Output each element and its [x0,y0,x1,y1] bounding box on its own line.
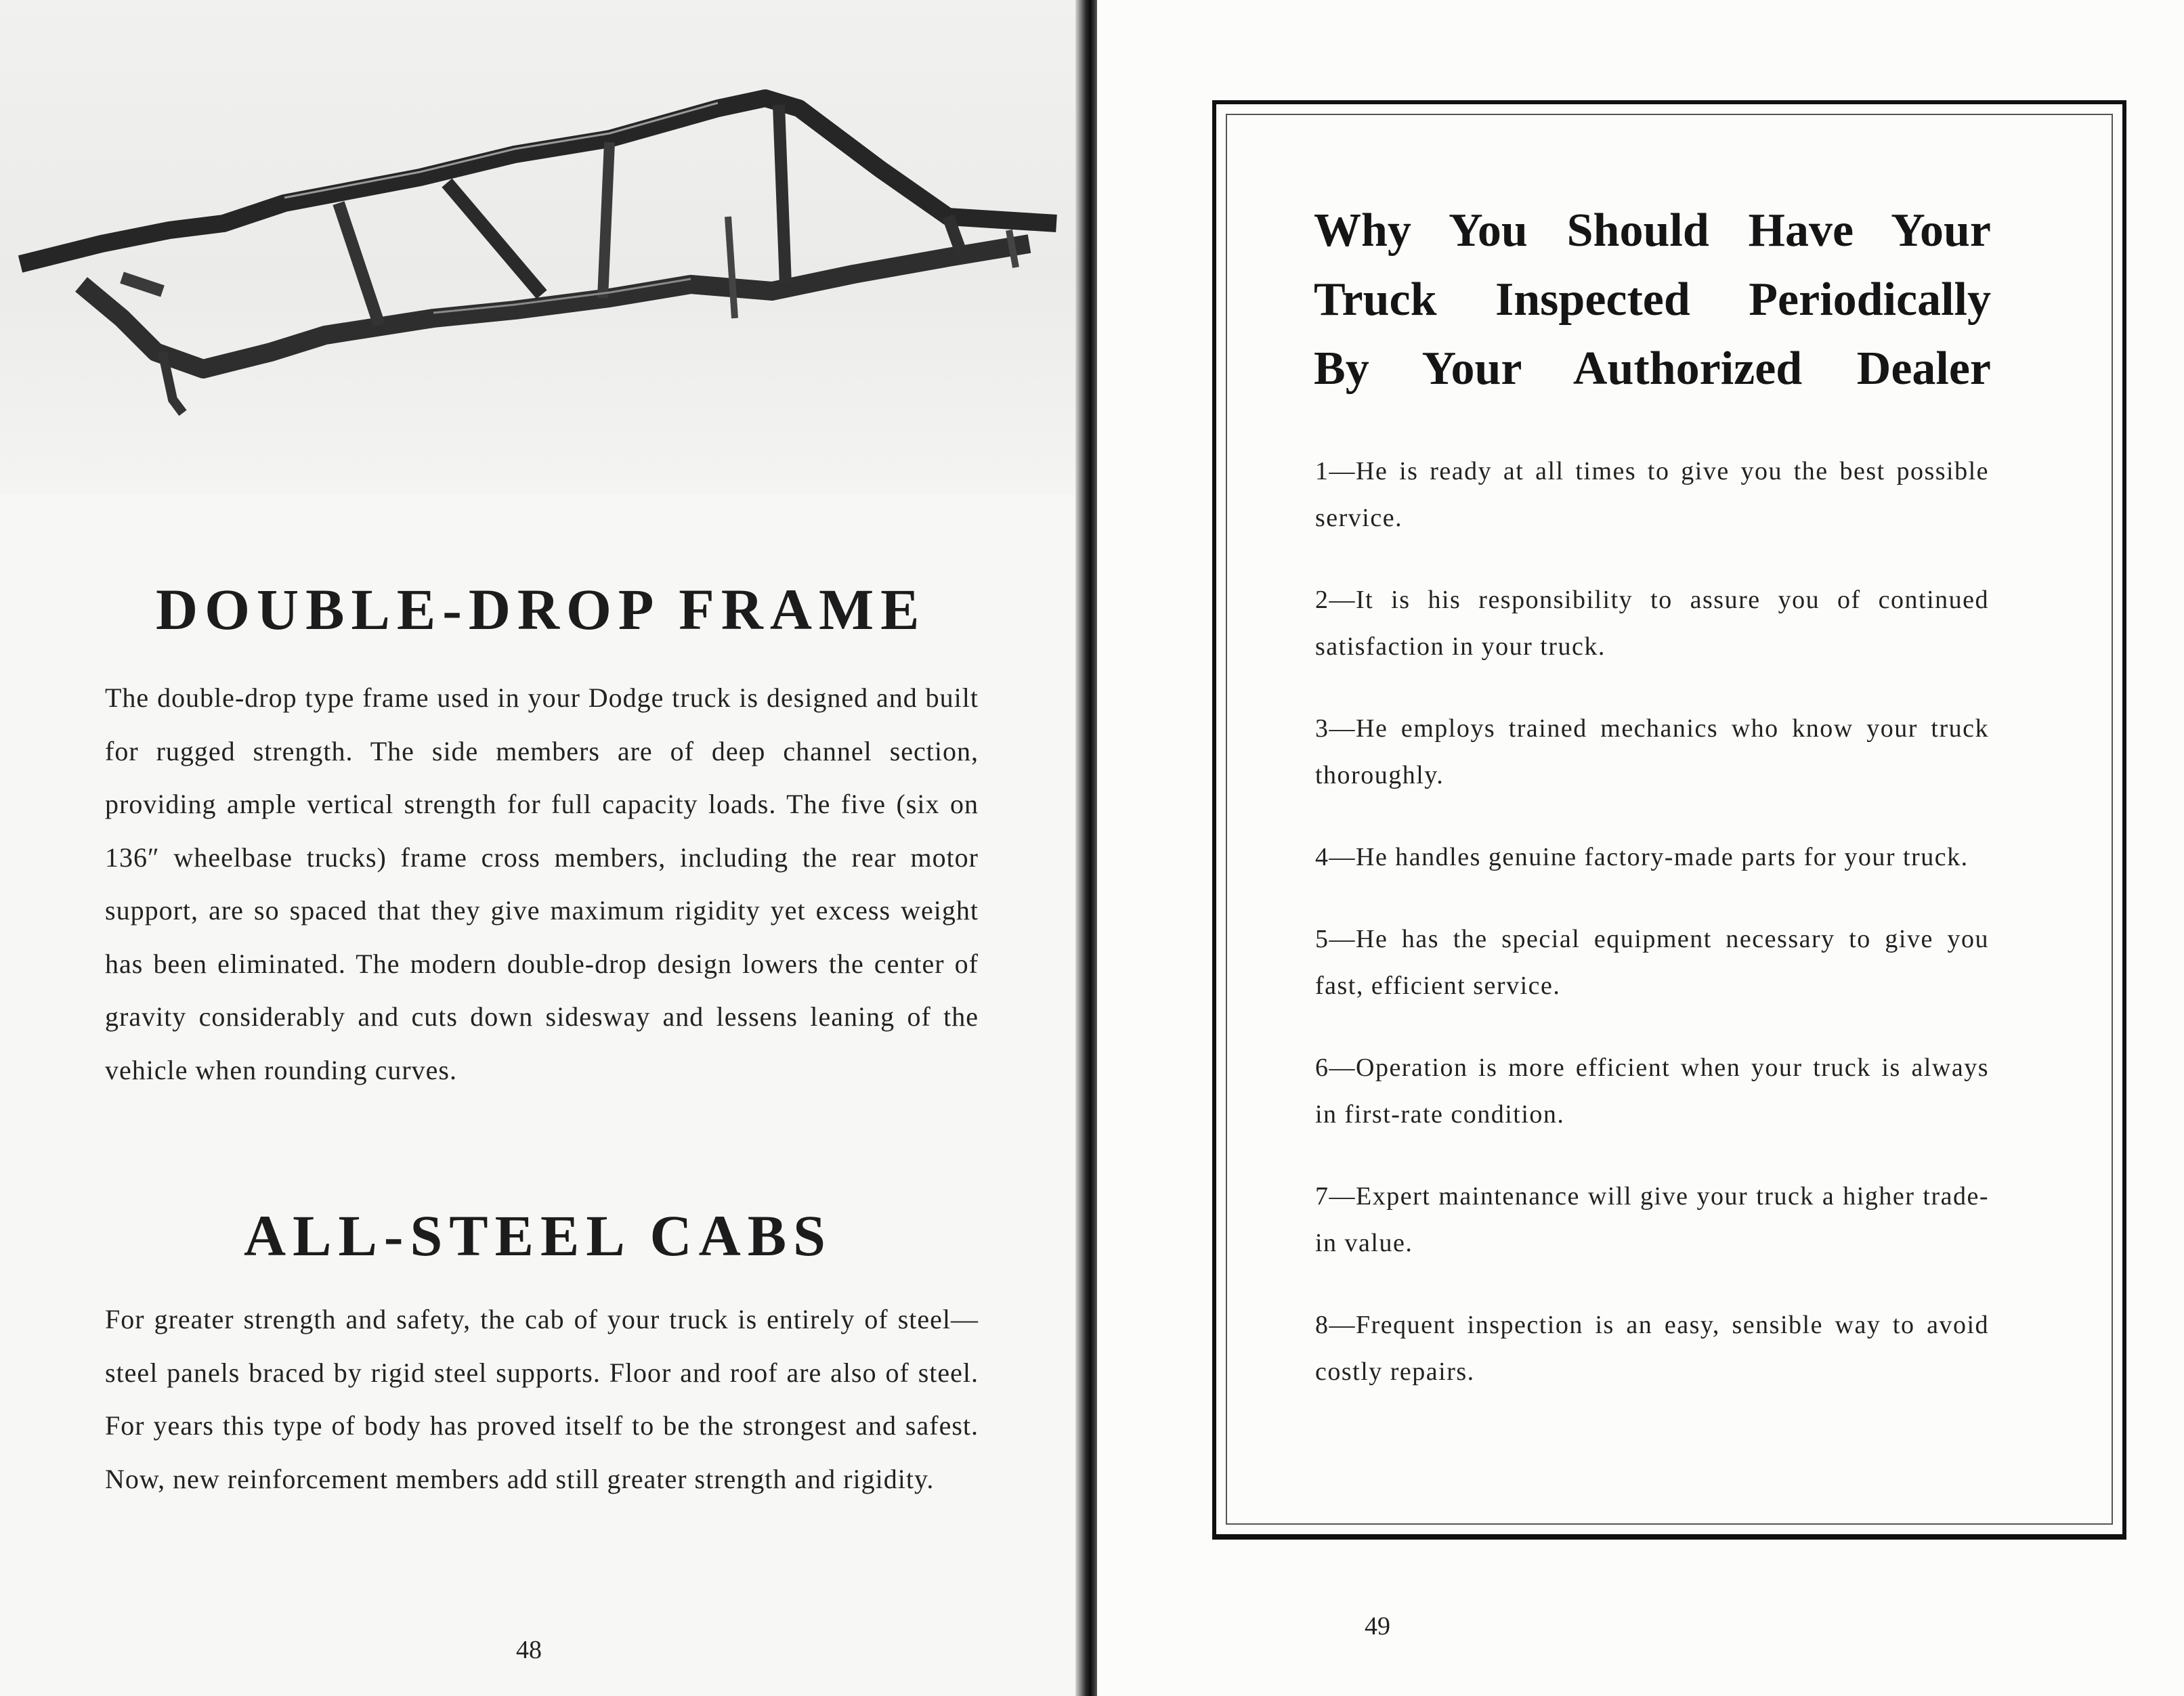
chassis-frame-image [0,0,1084,494]
reason-item: 7—Expert maintenance will give your truck a higher trade-in value. [1315,1182,1989,1257]
heading-double-drop-frame: DOUBLE-DROP FRAME [156,577,926,642]
reason-item: 1—He is ready at all times to give you the best possible service. [1315,457,1989,532]
reason-item: 8—Frequent inspection is an easy, sensible way to avoid costly repairs. [1315,1311,1989,1386]
reason-item: 3—He employs trained mechanics who know your truck thoroughly. [1315,714,1989,789]
reason-item: 2—It is his responsibility to assure you of continued satisfaction in your truck. [1315,586,1989,661]
page-number-right: 49 [1365,1612,1390,1640]
reason-item: 5—He has the special equipment necessary to give you fast, efficient service. [1315,925,1989,1000]
inspection-title [1314,196,1991,404]
reasons-list [1315,448,1989,1431]
reason-item: 4—He handles genuine factory-made parts for your truck. [1315,843,1969,871]
chassis-frame-photo [0,0,1084,494]
reason-item: 6—Operation is more efficient when your truck is always in first-rate condition. [1315,1053,1989,1129]
heading-all-steel-cabs: ALL-STEEL CABS [244,1203,832,1268]
title-line: Why You Should Have Your [1314,204,1991,257]
title-line: Truck Inspected Periodically [1314,274,1991,326]
page-number-left: 48 [516,1636,542,1664]
paragraph-double-drop-frame: The double-drop type frame used in your Dodge truck is designed and built for rugged strength. The side members are of deep channel section, providing ample vertical strength for full capacity loads. The five (six on 136″ wheelbase trucks) frame cross members, including the rear motor support, are so spaced that they give maximum rigidity yet excess weight has been eliminated. The modern double-drop design lowers the center of gravity considerably and cuts down sidesway and lessens leaning of the vehicle when rounding curves. [105,682,979,1085]
left-page [0,0,1084,1696]
title-line: By Your Authorized Dealer [1314,343,1991,395]
paragraph-all-steel-cabs: For greater strength and safety, the cab of your truck is entirely of steel—steel panels braced by rigid steel supports. Floor and roof are also of steel. For years this type of body has proved itself to be the strongest and safest. Now, new reinforcement members add still greater strength and rigidity. [105,1304,979,1494]
